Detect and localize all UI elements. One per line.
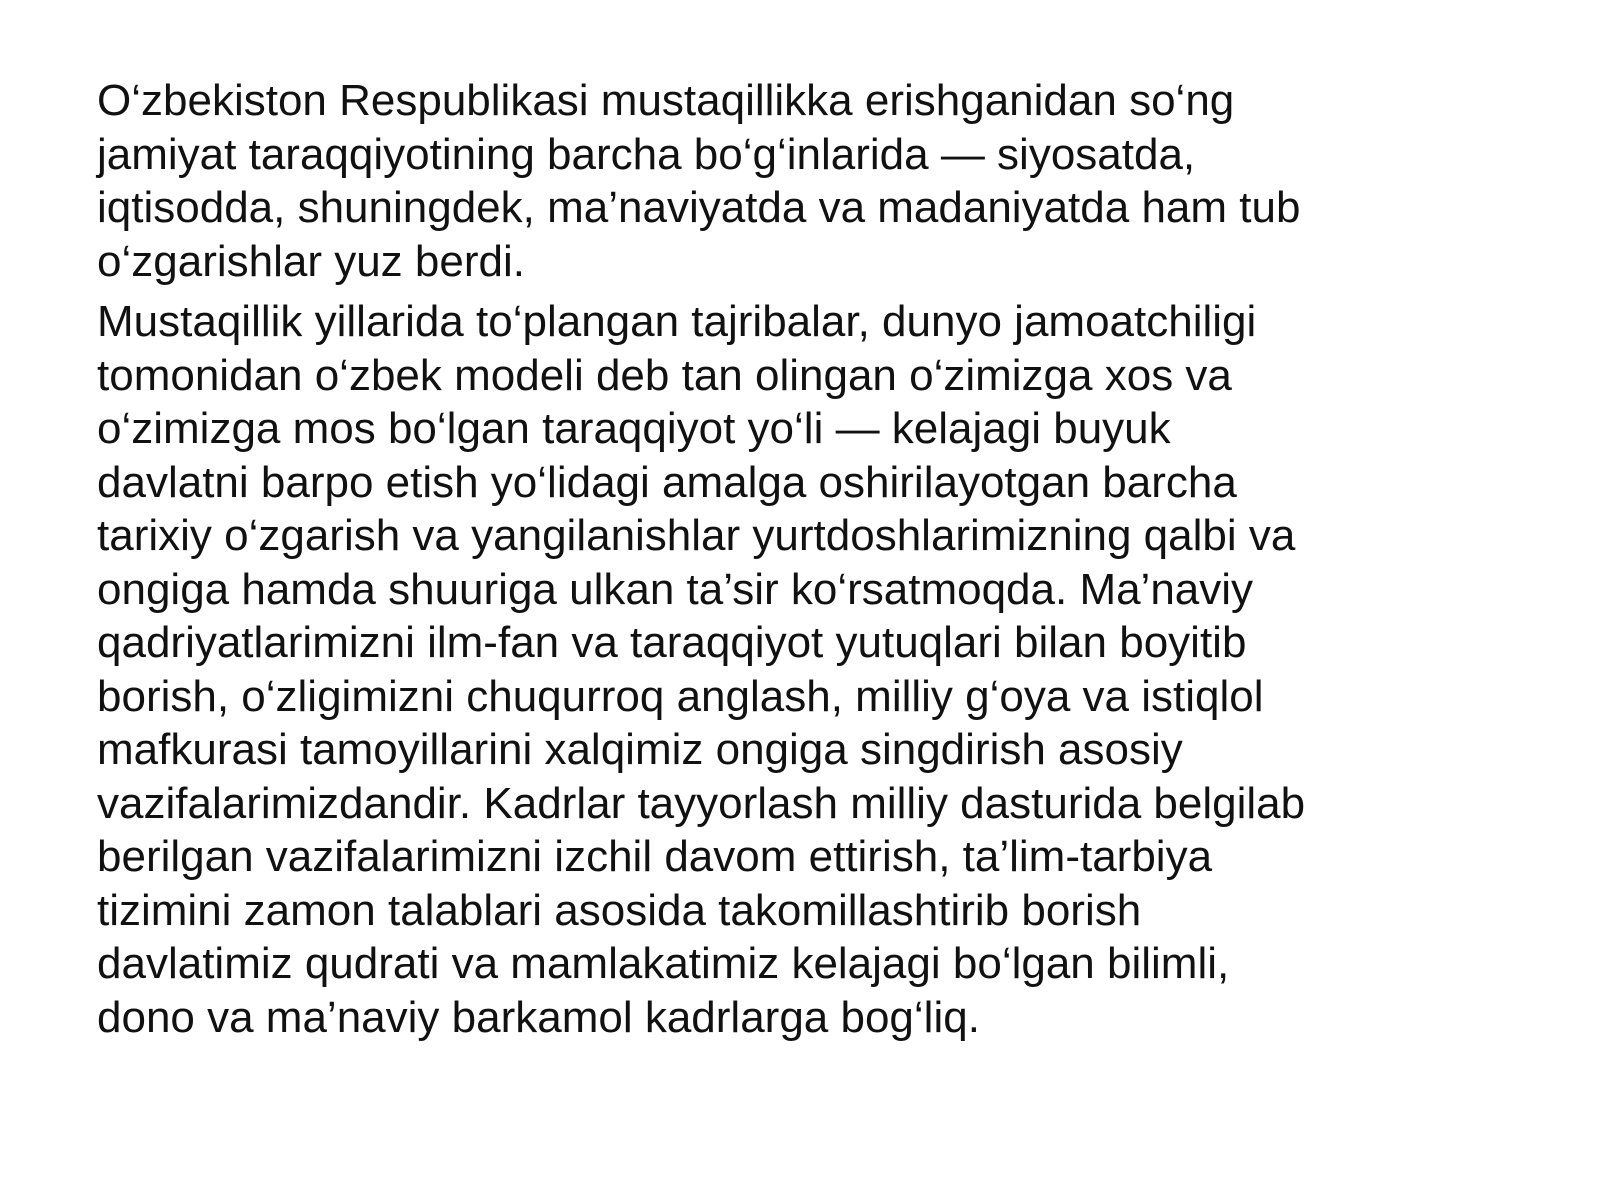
paragraph-main: Mustaqillik yillarida to‘plangan tajribalar, dunyo jamoatchiligi tomonidan o‘zbek modeli deb tan olingan o‘zimizga xos va o‘zimizga mos bo‘lgan taraqqiyot yo‘li — kelajagi buyuk davlatni barpo etish yo‘lidagi amalga oshirilayotgan barcha tarixiy o‘zgarish va yangilanishlar yurtdoshlarimizning qalbi va ongiga hamda shuuriga ulkan ta’sir ko‘rsatmoqda. Ma’naviy qadriyatlarimizni ilm-fan va taraqqiyot yutuqlari bilan boyitib borish, o‘zligimizni chuqurroq anglash, milliy g‘oya va istiqlol mafkurasi tamoyillarini xalqimiz ongiga singdirish asosiy vazifalarimizdandir. Kadrlar tayyorlash milliy dasturida belgilab berilgan vazifalarimizni izchil davom ettirish, ta’lim-tarbiya tizimini zamon talablari asosida takomillashtirib borish davlatimiz qudrati va mamlakatimiz kelajagi bo‘lgan bilimli, dono va ma’naviy barkamol kadrlarga bog‘liq. (97, 297, 1306, 1042)
text-body (97, 74, 1517, 1051)
paragraph-intro: O‘zbekiston Respublikasi mustaqillikka erishganidan so‘ng jamiyat taraqqiyotining barcha bo‘g‘inlarida — siyosatda, iqtisodda, shuningdek, ma’naviyatda va madaniyatda ham tub o‘zgarishlar yuz berdi. (97, 76, 1301, 286)
